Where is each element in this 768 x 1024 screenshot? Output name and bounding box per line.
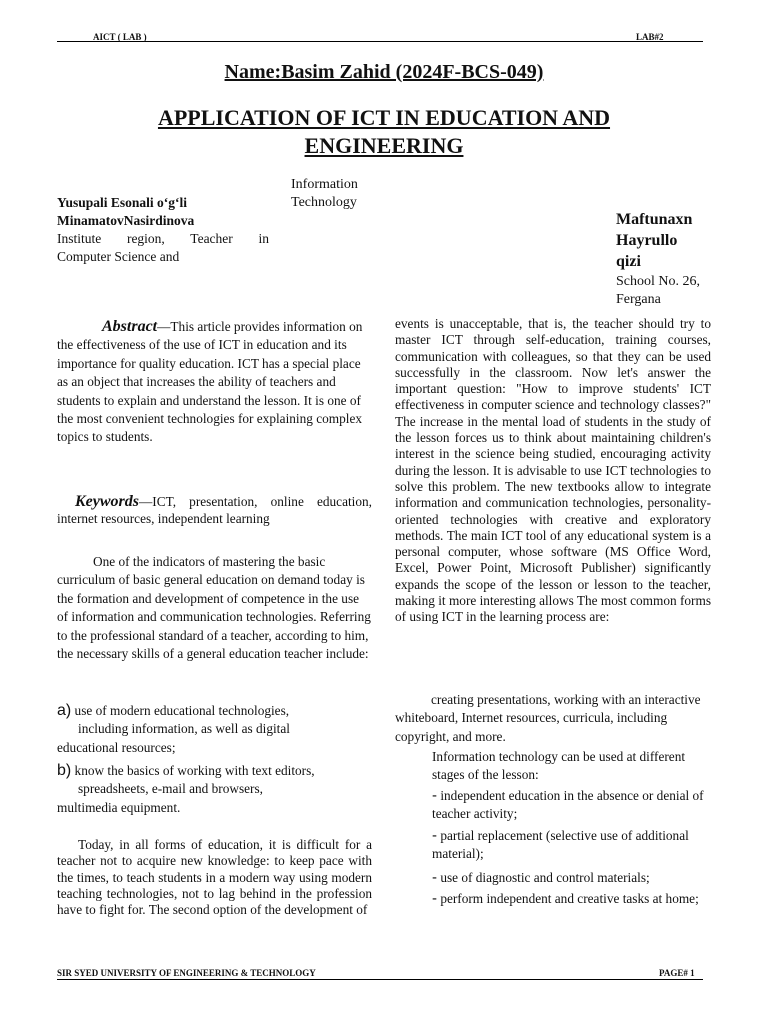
bullet-text: independent education in the absence or denial of teacher activity; xyxy=(432,788,704,822)
affiliation-text: Fergana xyxy=(616,292,661,307)
author-name-line: Yusupali Esonali o‘g‘li xyxy=(57,195,188,210)
affiliation-text: School No. 26, xyxy=(616,274,700,289)
author-affiliation-line: Institute region, Teacher in xyxy=(57,231,269,246)
footer-page-number: PAGE# 1 xyxy=(659,968,695,978)
abstract-paragraph xyxy=(57,318,372,447)
keywords-paragraph xyxy=(57,493,372,527)
affiliation-line: Information xyxy=(291,177,358,192)
body-paragraph: Today, in all forms of education, it is difficult for a teacher not to acquire new knowledge: to keep pace with the times, to teach students in a modern way using modern teaching technologies, not to lag behind in the profession have to fight for. The second option of the development of xyxy=(57,837,372,918)
bullet-marker: - xyxy=(432,827,437,844)
abstract-text: —This article provides information on the effectiveness of the use of ICT in education and its importance for quality education. ICT has a special place as an object that increases the ability of teachers and students to explain and understand the lesson. It is one of the most convenient technologies for explaining complex topics to students. xyxy=(57,319,363,445)
list-marker: b) xyxy=(57,762,72,779)
keywords-text: —ICT, presentation, online education, internet resources, independent learning xyxy=(57,494,372,526)
list-item-a xyxy=(57,702,372,757)
author-left-block xyxy=(57,194,269,266)
author-name-line: Maftunaxn xyxy=(616,211,693,228)
footer-university: SIR SYED UNIVERSITY OF ENGINEERING & TECHNOLOGY xyxy=(57,968,316,978)
header-course: AICT ( LAB ) xyxy=(93,32,147,42)
list-marker: a) xyxy=(57,702,72,719)
list-text: know the basics of working with text editors, xyxy=(71,763,315,778)
header-lab-number: LAB#2 xyxy=(636,32,664,42)
document-title: APPLICATION OF ICT IN EDUCATION AND ENGINEERING xyxy=(157,105,611,158)
list-text: use of modern educational technologies, xyxy=(71,703,290,718)
bullet-text: use of diagnostic and control materials; xyxy=(437,870,650,885)
author-name-line: Hayrullo xyxy=(616,232,678,249)
affiliation-line: Technology xyxy=(291,195,357,210)
student-name: Name:Basim Zahid (2024F-BCS-049) xyxy=(224,61,544,83)
list-text: multimedia equipment. xyxy=(57,799,181,815)
body-paragraph: creating presentations, working with an interactive whiteboard, Internet resources, curricula, including copyright, and more. xyxy=(395,692,701,744)
body-paragraph: Information technology can be used at different stages of the lesson: xyxy=(432,749,686,783)
abstract-label: Abstract xyxy=(102,318,158,335)
bullet-marker: - xyxy=(432,787,437,804)
author-right-block xyxy=(616,209,726,309)
list-text: including information, as well as digital xyxy=(78,721,290,737)
author-name-line: qizi xyxy=(616,253,641,270)
list-text: educational resources; xyxy=(57,739,176,755)
bullet-item xyxy=(432,787,712,824)
bullet-item xyxy=(432,827,712,864)
bullet-item xyxy=(432,869,712,887)
body-paragraph: One of the indicators of mastering the basic curriculum of basic general education on demand today is the formation and development of competence in the use of information and communication technologies. Referring to the professional standard of a teacher, according to him, the necessary skills of a general education teacher include: xyxy=(57,554,371,662)
bullet-text: perform independent and creative tasks at home; xyxy=(437,891,699,906)
bullet-text: partial replacement (selective use of additional material); xyxy=(432,828,689,862)
keywords-label: Keywords xyxy=(75,493,139,510)
bullet-item xyxy=(432,890,712,908)
bullet-marker: - xyxy=(432,890,437,907)
bullet-marker: - xyxy=(432,869,437,886)
author-affiliation-line xyxy=(616,273,726,309)
affiliation-center xyxy=(291,176,358,212)
author-affiliation-line: Computer Science and xyxy=(57,249,180,264)
footer-rule xyxy=(57,979,703,980)
body-paragraph: events is unacceptable, that is, the teacher should try to master ICT through self-education, training courses, communication with colleagues, so that they can be used successfully in the classroom. Now let's answer the important question: "How to improve students' ICT effectiveness in computer science and technology classes?" The increase in the mental load of students in the study of the lesson forces us to think about maintaining children's interest in the science being studied, encouraging activity during the lesson. It is advisable to use ICT technologies to solve this problem. The new textbooks allow to integrate information and communication technologies, personality-oriented technologies with creative and exploratory methods. The main ICT tool of any educational system is a personal computer, whose software (MS Office Word, Excel, Power Point, Microsoft Publisher) significantly expands the scope of the lesson or lesson to the teacher, making it more interesting allows The most common forms of using ICT in the learning process are: xyxy=(395,316,711,625)
list-text: spreadsheets, e-mail and browsers, xyxy=(78,781,263,797)
author-name-line: MinamatovNasirdinova xyxy=(57,213,195,228)
header-rule xyxy=(57,41,703,42)
list-item-b xyxy=(57,762,372,817)
